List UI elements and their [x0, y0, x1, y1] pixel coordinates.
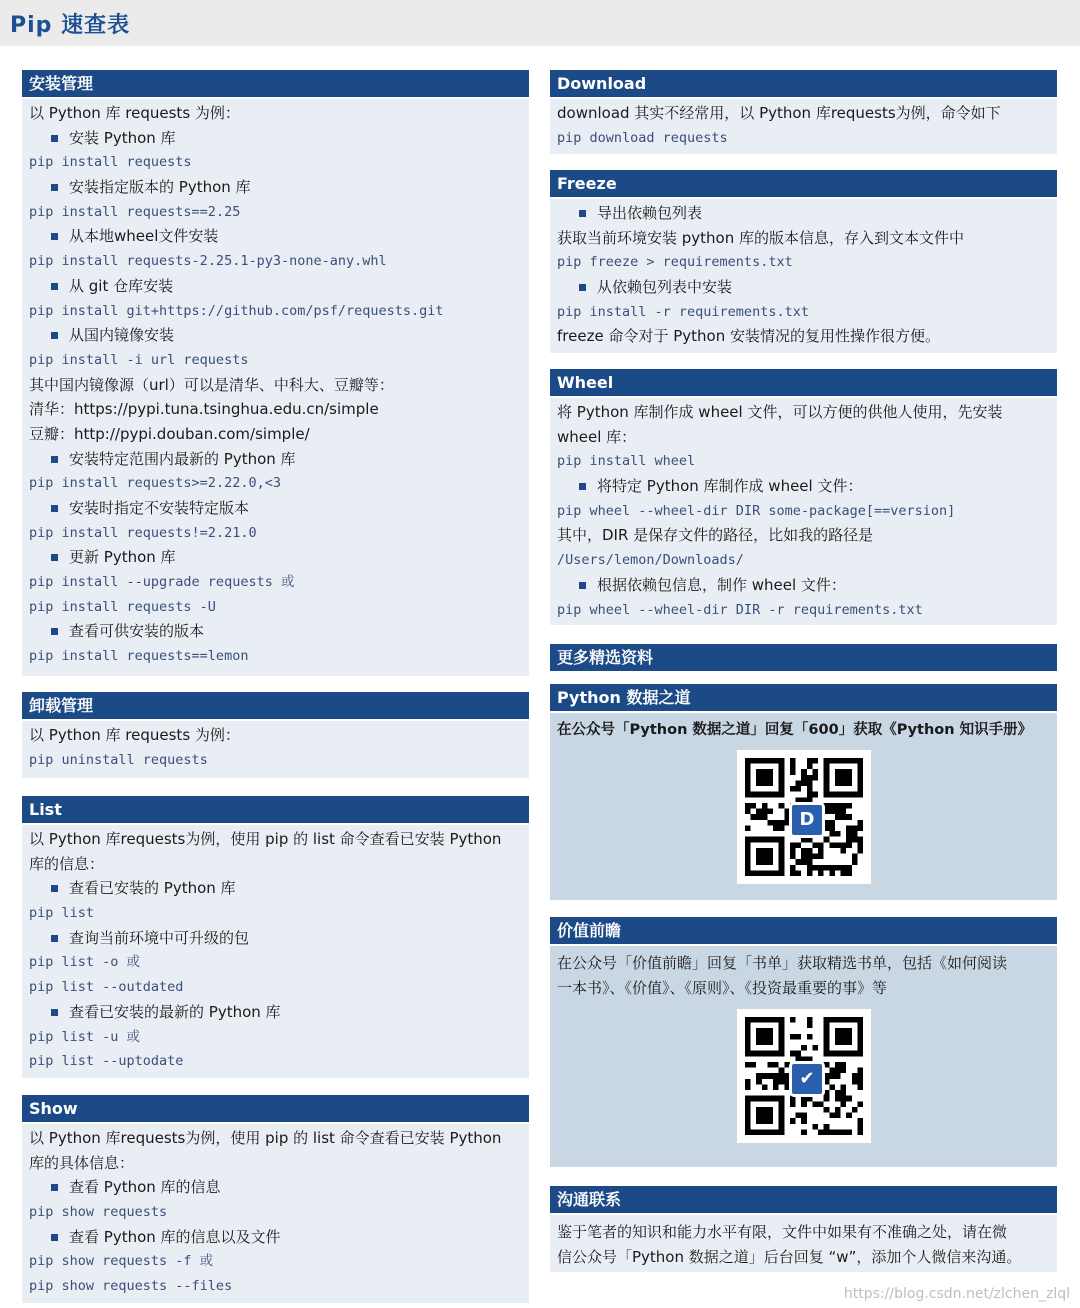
bullet-item	[29, 496, 522, 521]
line-text: pip install -r requirements.txt	[557, 303, 809, 320]
line-text: pip install requests!=2.21.0	[29, 524, 257, 541]
line-text: pip install -i url requests	[29, 351, 249, 368]
line-text: download 其实不经常用，以 Python 库requests为例，命令如下	[557, 104, 1001, 122]
line-text: pip install requests -U	[29, 598, 216, 615]
list-section-title: List	[22, 796, 529, 825]
text-line	[557, 324, 1050, 349]
more-section	[550, 644, 1057, 671]
bullet-item	[29, 1000, 522, 1025]
line-text: 根据依赖包信息，制作 wheel 文件：	[597, 575, 846, 594]
text-line	[557, 400, 1050, 425]
download-section-body	[550, 99, 1057, 150]
code-line	[29, 521, 522, 546]
text-line	[29, 422, 522, 447]
bullet-item	[557, 573, 1050, 598]
code-line	[29, 150, 522, 175]
qr-badge-logo: D	[789, 802, 825, 838]
line-text: 查看已安装的最新的 Python 库	[69, 1002, 281, 1021]
top-bar	[0, 0, 1080, 46]
line-text: pip install requests==lemon	[29, 648, 249, 665]
bullet-item	[29, 1225, 522, 1250]
text-line	[557, 226, 1050, 251]
code-line	[557, 126, 1050, 151]
line-text: 以 Python 库requests为例，使用 pip 的 list 命令查看已安装 Python	[29, 1129, 502, 1147]
list-section-body	[22, 825, 529, 1074]
code-line	[29, 595, 522, 620]
line-text: pip install requests>=2.22.0,<3	[29, 475, 281, 492]
line-text: 获取当前环境安装 python 库的版本信息，存入到文本文件中	[557, 228, 965, 247]
value-text-1: 在公众号「价值前瞻」回复「书单」获取精选书单，包括《如何阅读	[557, 954, 1008, 972]
text-line	[29, 1151, 522, 1176]
line-text: 库的具体信息：	[29, 1153, 135, 1172]
list-section	[22, 796, 529, 1078]
download-section	[550, 70, 1057, 154]
code-line	[557, 300, 1050, 325]
qr-code-python-data	[736, 749, 872, 885]
show-section	[22, 1095, 529, 1303]
code-line	[29, 1200, 522, 1225]
bullet-item	[557, 201, 1050, 226]
line-text: pip wheel --wheel-dir DIR -r requirements.txt	[557, 601, 923, 618]
show-section-title: Show	[22, 1095, 529, 1124]
code-line	[29, 570, 522, 595]
bullet-item	[29, 1175, 522, 1200]
contact-text-2: 信公众号「Python 数据之道」后台回复 “w”，添加个人微信来沟通。	[557, 1247, 1022, 1266]
line-text: 查询当前环境中可升级的包	[69, 928, 250, 947]
qr-badge-logo: ✔	[789, 1061, 825, 1097]
line-text: pip install requests	[29, 154, 192, 171]
text-line	[557, 523, 1050, 548]
page-title: Pip 速查表	[10, 13, 131, 38]
code-line	[29, 200, 522, 225]
line-text: 以 Python 库 requests 为例：	[29, 726, 240, 744]
bullet-item	[29, 224, 522, 249]
uninstall-section-title: 卸载管理	[22, 692, 529, 721]
bullet-item	[557, 474, 1050, 499]
bullet-item	[29, 876, 522, 901]
code-line	[29, 1025, 522, 1050]
line-text: 从依赖包列表中安装	[597, 278, 733, 297]
bullet-item	[29, 274, 522, 299]
line-text: 豆瓣：http://pypi.douban.com/simple/	[29, 424, 310, 443]
uninstall-section-body	[22, 721, 529, 772]
show-section-body	[22, 1124, 529, 1299]
code-line	[29, 950, 522, 975]
line-text: 查看 Python 库的信息	[69, 1178, 221, 1197]
bullet-item	[29, 323, 522, 348]
line-text: pip uninstall requests	[29, 751, 208, 768]
bullet-item	[29, 926, 522, 951]
line-text: 导出依赖包列表	[597, 204, 703, 222]
line-text: pip install --upgrade requests 或	[29, 574, 295, 591]
text-line	[29, 723, 522, 748]
text-line	[29, 827, 522, 852]
line-text: pip wheel --wheel-dir DIR some-package[==version]	[557, 502, 956, 519]
line-text: 以 Python 库requests为例，使用 pip 的 list 命令查看已安装 Python	[29, 830, 502, 848]
line-text: pip show requests --files	[29, 1278, 233, 1295]
line-text: 将特定 Python 库制作成 wheel 文件：	[597, 477, 863, 496]
line-text: pip install requests-2.25.1-py3-none-any.whl	[29, 253, 387, 270]
line-text: pip show requests -f 或	[29, 1253, 214, 1270]
line-text: freeze 命令对于 Python 安装情况的复用性操作很方便。	[557, 327, 940, 346]
line-text: 库的信息：	[29, 854, 105, 873]
more-section-title: 更多精选资料	[550, 644, 1057, 671]
line-text: 将 Python 库制作成 wheel 文件，可以方便的供他人使用，先安装	[557, 403, 1003, 421]
text-line	[29, 373, 522, 398]
text-line	[29, 397, 522, 422]
qr-code-value	[736, 1008, 872, 1144]
code-line	[29, 975, 522, 1000]
bullet-item	[557, 275, 1050, 300]
code-line	[557, 598, 1050, 623]
python-data-title: Python 数据之道	[550, 684, 1057, 713]
download-section-title: Download	[550, 70, 1057, 99]
line-text: pip list --outdated	[29, 979, 184, 996]
line-text: 安装时指定不安装特定版本	[69, 499, 250, 517]
line-text: pip download requests	[557, 129, 728, 146]
line-text: 以 Python 库 requests 为例：	[29, 104, 240, 122]
bullet-item	[29, 175, 522, 200]
code-line	[29, 748, 522, 773]
watermark: https://blog.csdn.net/zlchen_zlql	[843, 1286, 1070, 1302]
code-line	[29, 1274, 522, 1299]
line-text: 更新 Python 库	[69, 548, 176, 567]
line-text: pip list -o 或	[29, 954, 141, 971]
wheel-section-body	[550, 398, 1057, 622]
line-text: 查看已安装的 Python 库	[69, 879, 236, 898]
python-data-section	[550, 684, 1057, 900]
line-text: 从本地wheel文件安装	[69, 227, 219, 246]
line-text: 查看 Python 库的信息以及文件	[69, 1227, 281, 1246]
text-line	[557, 425, 1050, 450]
line-text: pip install git+https://github.com/psf/requests.git	[29, 302, 444, 319]
contact-title: 沟通联系	[550, 1186, 1057, 1215]
code-line	[29, 348, 522, 373]
line-text: wheel 库：	[557, 427, 637, 446]
code-line	[29, 1249, 522, 1274]
line-text: pip install requests==2.25	[29, 203, 241, 220]
line-text: 安装特定范围内最新的 Python 库	[69, 449, 296, 468]
code-line	[29, 299, 522, 324]
code-line	[29, 471, 522, 496]
code-line	[557, 250, 1050, 275]
value-title: 价值前瞻	[550, 917, 1057, 946]
line-text: 查看可供安装的版本	[69, 622, 205, 641]
freeze-section	[550, 170, 1057, 353]
install-section	[22, 70, 529, 676]
text-line	[557, 101, 1050, 126]
uninstall-section	[22, 692, 529, 778]
line-text: 其中国内镜像源（url）可以是清华、中科大、豆瓣等：	[29, 375, 394, 394]
code-line	[29, 249, 522, 274]
line-text: pip list -u 或	[29, 1028, 141, 1045]
bullet-item	[29, 126, 522, 151]
value-section	[550, 917, 1057, 1167]
wheel-section-title: Wheel	[550, 369, 1057, 398]
freeze-section-title: Freeze	[550, 170, 1057, 199]
line-text: 其中，DIR 是保存文件的路径，比如我的路径是	[557, 526, 874, 545]
line-text: pip freeze > requirements.txt	[557, 254, 793, 271]
line-text: 安装指定版本的 Python 库	[69, 178, 251, 197]
line-text: 清华：https://pypi.tuna.tsinghua.edu.cn/simple	[29, 400, 379, 419]
code-line	[557, 499, 1050, 524]
line-text: pip install wheel	[557, 453, 696, 470]
wheel-section	[550, 369, 1057, 625]
install-section-title: 安装管理	[22, 70, 529, 99]
text-line	[29, 852, 522, 877]
python-data-text: 在公众号「Python 数据之道」回复「600」获取《Python 知识手册》	[557, 722, 1033, 738]
contact-text-1: 鉴于笔者的知识和能力水平有限，文件中如果有不准确之处，请在微	[557, 1223, 1008, 1241]
code-line	[557, 548, 1050, 573]
text-line	[29, 1126, 522, 1151]
line-text: 从 git 仓库安装	[69, 276, 174, 295]
bullet-item	[29, 545, 522, 570]
code-line	[29, 901, 522, 926]
code-line	[29, 1049, 522, 1074]
line-text: pip list	[29, 905, 95, 922]
line-text: /Users/lemon/Downloads/	[557, 552, 744, 569]
code-line	[29, 644, 522, 669]
value-text-2: 一本书》、《价值》、《原则》、《投资最重要的事》等	[557, 978, 888, 997]
contact-section	[550, 1186, 1057, 1272]
line-text: pip list --uptodate	[29, 1053, 184, 1070]
freeze-section-body	[550, 199, 1057, 349]
code-line	[557, 449, 1050, 474]
text-line	[29, 101, 522, 126]
line-text: 安装 Python 库	[69, 128, 176, 147]
bullet-item	[29, 447, 522, 472]
bullet-item	[29, 619, 522, 644]
install-section-body	[22, 99, 529, 669]
line-text: 从国内镜像安装	[69, 326, 175, 345]
line-text: pip show requests	[29, 1204, 168, 1221]
